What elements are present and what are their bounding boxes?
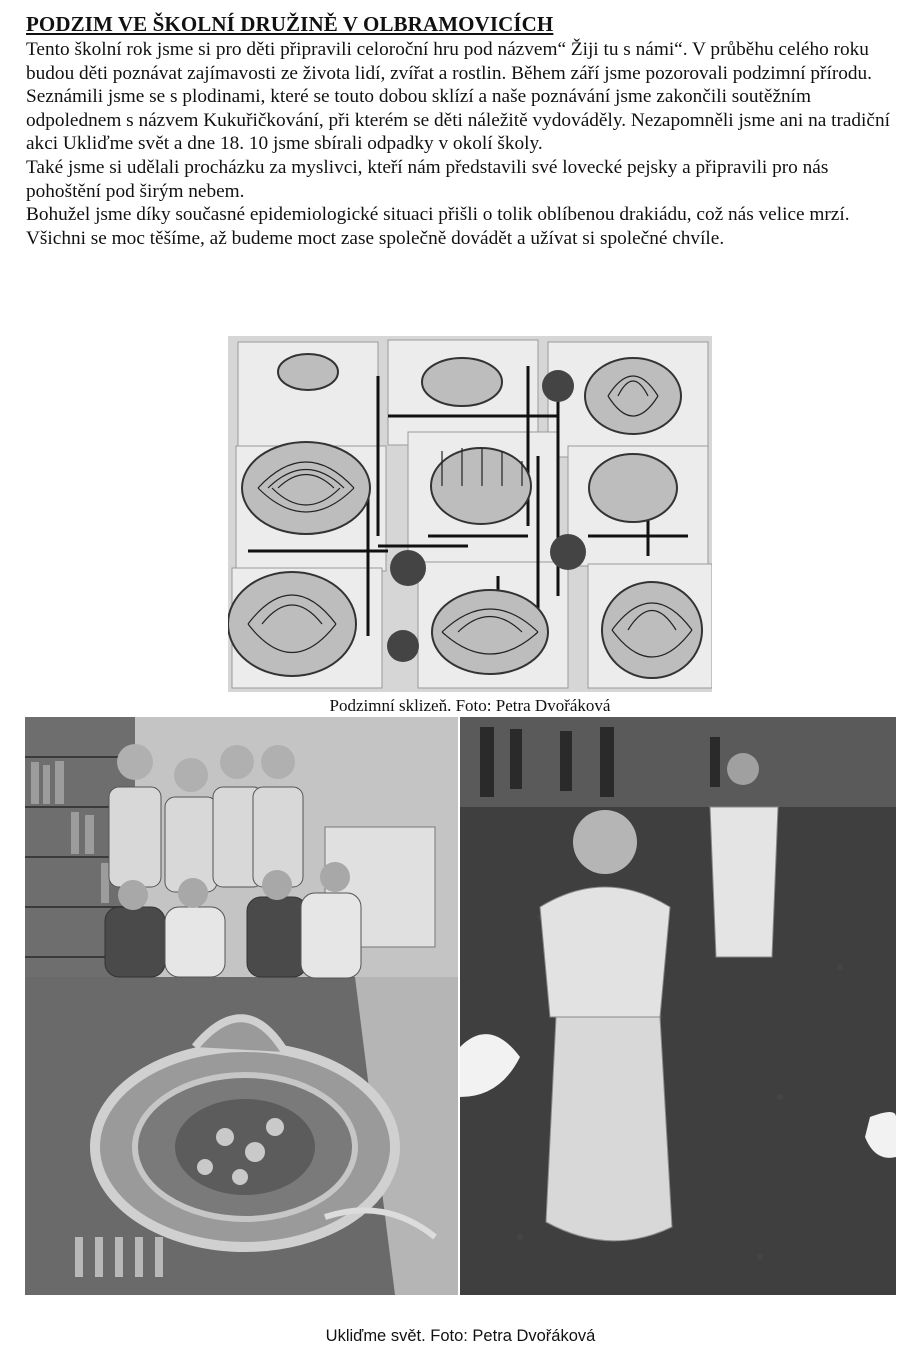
paragraph-intro: Tento školní rok jsme si pro děti připravili celoroční hru pod názvem“ Žiji tu s námi“. V průběhu celého roku budou děti poznávat zajímavosti ze života lidí, zvířat a rostlin. Během září jsme pozorovali podzimní přírodu. Seznámili jsme se s plodinami, které se touto dobou sklízí a naše poznávání jsme zakončili soutěžním odpolednem s názvem Kukuřičkování, při kterém se děti náležitě vydováděly. Nezapomněli jsme ani na tradiční akci Ukliďme svět a dne 18. 10 jsme sbírali odpadky v okolí školy.: [26, 39, 890, 155]
article-title: PODZIM VE ŠKOLNÍ DRUŽINĚ V OLBRAMOVICÍCH: [26, 12, 554, 36]
pumpkin-drawings-photo: [228, 336, 712, 692]
article-body: [26, 38, 898, 250]
children-indoor-photo: [25, 717, 458, 1295]
paragraph-hunters: Také jsme si udělali procházku za myslivci, kteří nám představili své lovecké pejsky a připravili pro nás pohoštění pod širým nebem.: [26, 156, 829, 202]
bottom-photos-caption: Ukliďme svět. Foto: Petra Dvořáková: [325, 1327, 596, 1345]
sack-race-photo: [460, 717, 896, 1295]
paragraph-kite-festival: Bohužel jsme díky současné epidemiologické situaci přišli o tolik oblíbenou drakiádu, což nás velice mrzí. Všichni se moc těšíme, až budeme moct zase společně dovádět a užívat si společné chvíle.: [26, 204, 850, 249]
pumpkin-photo-caption: Podzimní sklizeň. Foto: Petra Dvořáková: [329, 696, 611, 715]
